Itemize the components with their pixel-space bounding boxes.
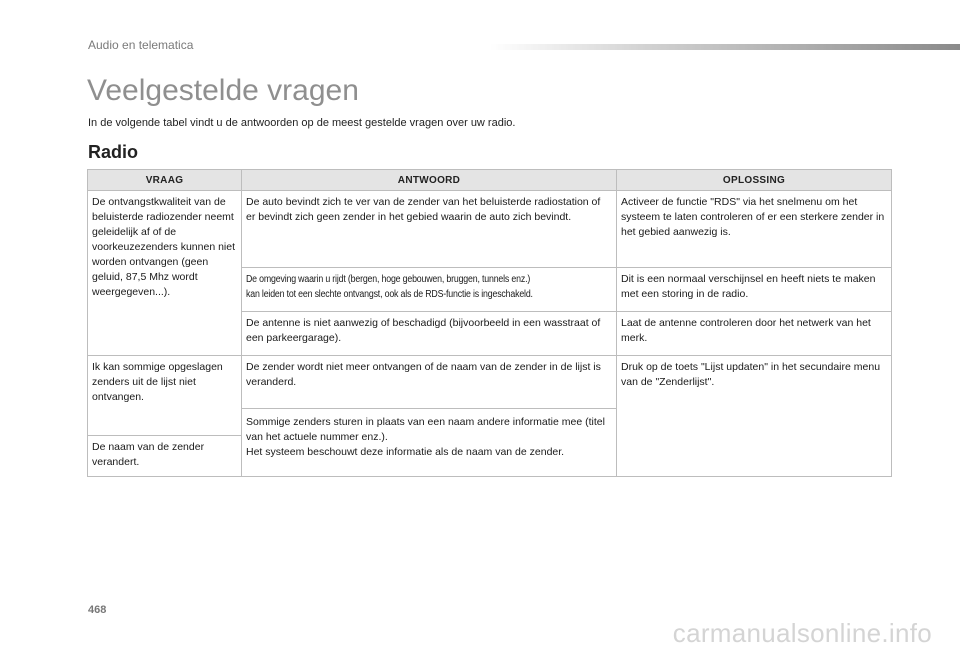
watermark-text: carmanualsonline.info	[672, 618, 932, 648]
question-cell: De naam van de zender verandert.	[88, 436, 242, 477]
column-header-vraag: VRAAG	[88, 170, 242, 191]
answer-cell	[242, 268, 617, 312]
question-cell: De ontvangstkwaliteit van de beluisterde radiozender neemt geleidelijk af of de voorkeuzezenders kunnen niet worden ontvangen (geen geluid, 87,5 Mhz wordt weergegeven...).	[88, 191, 242, 356]
answer-cell	[242, 409, 617, 477]
table-header-row	[88, 170, 892, 191]
header-gradient-bar	[490, 44, 960, 50]
header-section-label: Audio en telematica	[88, 38, 194, 52]
page-title: Veelgestelde vragen	[87, 74, 359, 107]
section-title: Radio	[88, 142, 139, 162]
solution-cell: Dit is een normaal verschijnsel en heeft niets te maken met een storing in de radio.	[617, 268, 892, 312]
answer-line: Sommige zenders sturen in plaats van een naam andere informatie mee (titel van het actuele nummer enz.).	[246, 416, 605, 443]
table-row	[88, 356, 892, 409]
column-header-antwoord: ANTWOORD	[242, 170, 617, 191]
answer-line: Het systeem beschouwt deze informatie als de naam van de zender.	[246, 446, 565, 458]
page-number: 468	[88, 604, 107, 616]
solution-cell: Druk op de toets "Lijst updaten" in het secundaire menu van de "Zenderlijst".	[617, 356, 892, 477]
column-header-oplossing: OPLOSSING	[617, 170, 892, 191]
intro-text: In de volgende tabel vindt u de antwoorden op de meest gestelde vragen over uw radio.	[88, 117, 516, 129]
answer-cell: De zender wordt niet meer ontvangen of de naam van de zender in de lijst is veranderd.	[242, 356, 617, 409]
answer-line: kan leiden tot een slechte ontvangst, ook als de RDS-functie is ingeschakeld.	[246, 289, 533, 300]
faq-table	[87, 169, 892, 477]
question-cell: Ik kan sommige opgeslagen zenders uit de lijst niet ontvangen.	[88, 356, 242, 436]
table-row	[88, 191, 892, 268]
answer-cell: De antenne is niet aanwezig of beschadigd (bijvoorbeeld in een wasstraat of een parkeergarage).	[242, 312, 617, 356]
answer-cell: De auto bevindt zich te ver van de zender van het beluisterde radiostation of er bevindt zich geen zender in het gebied waarin de auto zich bevindt.	[242, 191, 617, 268]
solution-cell: Laat de antenne controleren door het netwerk van het merk.	[617, 312, 892, 356]
answer-line: De omgeving waarin u rijdt (bergen, hoge gebouwen, bruggen, tunnels enz.)	[246, 274, 531, 285]
solution-cell: Activeer de functie "RDS" via het snelmenu om het systeem te laten controleren of er een sterkere zender in het gebied aanwezig is.	[617, 191, 892, 268]
